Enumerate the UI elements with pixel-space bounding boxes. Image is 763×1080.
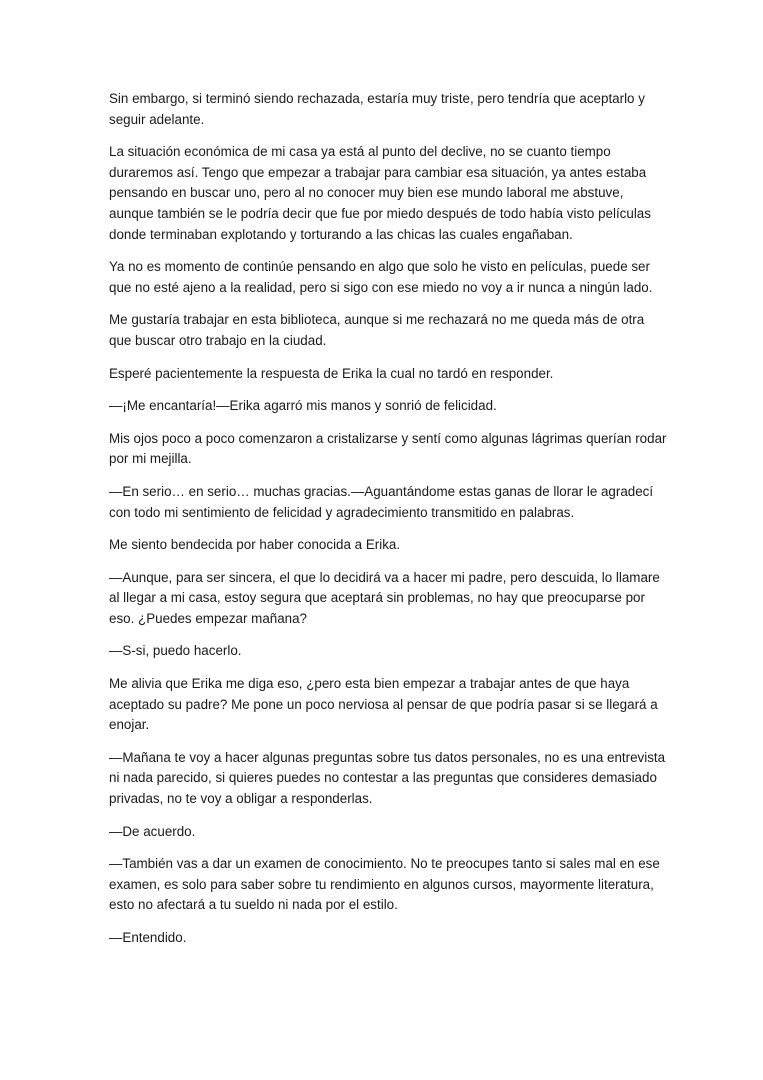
- paragraph: Mis ojos poco a poco comenzaron a cristalizarse y sentí como algunas lágrimas querían rodar por mi mejilla.: [109, 430, 667, 467]
- dialogue-line: —¡Me encantaría!—Erika agarró mis manos y sonrió de felicidad.: [109, 398, 497, 414]
- dialogue-line: —Entendido.: [109, 930, 187, 945]
- dialogue-line: —S-si, puedo hacerlo.: [109, 643, 242, 659]
- dialogue-line: —De acuerdo.: [109, 823, 196, 839]
- paragraph: Esperé pacientemente la respuesta de Erika la cual no tardó en responder.: [109, 365, 554, 381]
- paragraph: Me siento bendecida por haber conocida a Erika.: [109, 537, 401, 553]
- dialogue-line: —En serio… en serio… muchas gracias.—Aguantándome estas ganas de llorar le agradecí con todo mi sentimiento de felicidad y agradecimiento transmitido en palabras.: [109, 483, 654, 520]
- dialogue-line: —También vas a dar un examen de conocimiento. No te preocupes tanto si sales mal en ese examen, es solo para saber sobre tu rendimiento en algunos cursos, mayormente literatura, esto no afectará a tu sueldo ni nada por el estilo.: [109, 856, 660, 913]
- paragraph: Me alivia que Erika me diga eso, ¿pero esta bien empezar a trabajar antes de que haya aceptado su padre? Me pone un poco nerviosa al pensar de que podría pasar si se llegará a enojar.: [109, 676, 658, 733]
- paragraph: Sin embargo, si terminó siendo rechazada, estaría muy triste, pero tendría que aceptarlo y seguir adelante.: [109, 91, 645, 127]
- dialogue-line: —Mañana te voy a hacer algunas preguntas sobre tus datos personales, no es una entrevista ni nada parecido, si quieres puedes no contestar a las preguntas que consideres demasiado privadas, no te voy a obligar a responderlas.: [109, 749, 666, 807]
- paragraph: Me gustaría trabajar en esta biblioteca, aunque si me rechazará no me queda más de otra que buscar otro trabajo en la ciudad.: [109, 312, 645, 348]
- paragraph: Ya no es momento de continúe pensando en algo que solo he visto en películas, puede ser que no esté ajeno a la realidad, pero si sigo con ese miedo no voy a ir nunca a ningún lado.: [109, 259, 653, 295]
- paragraph: La situación económica de mi casa ya está al punto del declive, no se cuanto tiempo duraremos así. Tengo que empezar a trabajar para cambiar esa situación, ya antes estaba pensando en buscar uno, pero al no conocer muy bien ese mundo laboral me abstuve, aunque también se le podría decir que fue por miedo después de todo había visto películas donde terminaban explotando y torturando a las chicas las cuales engañaban.: [109, 144, 651, 242]
- dialogue-line: —Aunque, para ser sincera, el que lo decidirá va a hacer mi padre, pero descuida, lo llamare al llegar a mi casa, estoy segura que aceptará sin problemas, no hay que preocuparse por eso. ¿Puedes empezar mañana?: [109, 569, 660, 626]
